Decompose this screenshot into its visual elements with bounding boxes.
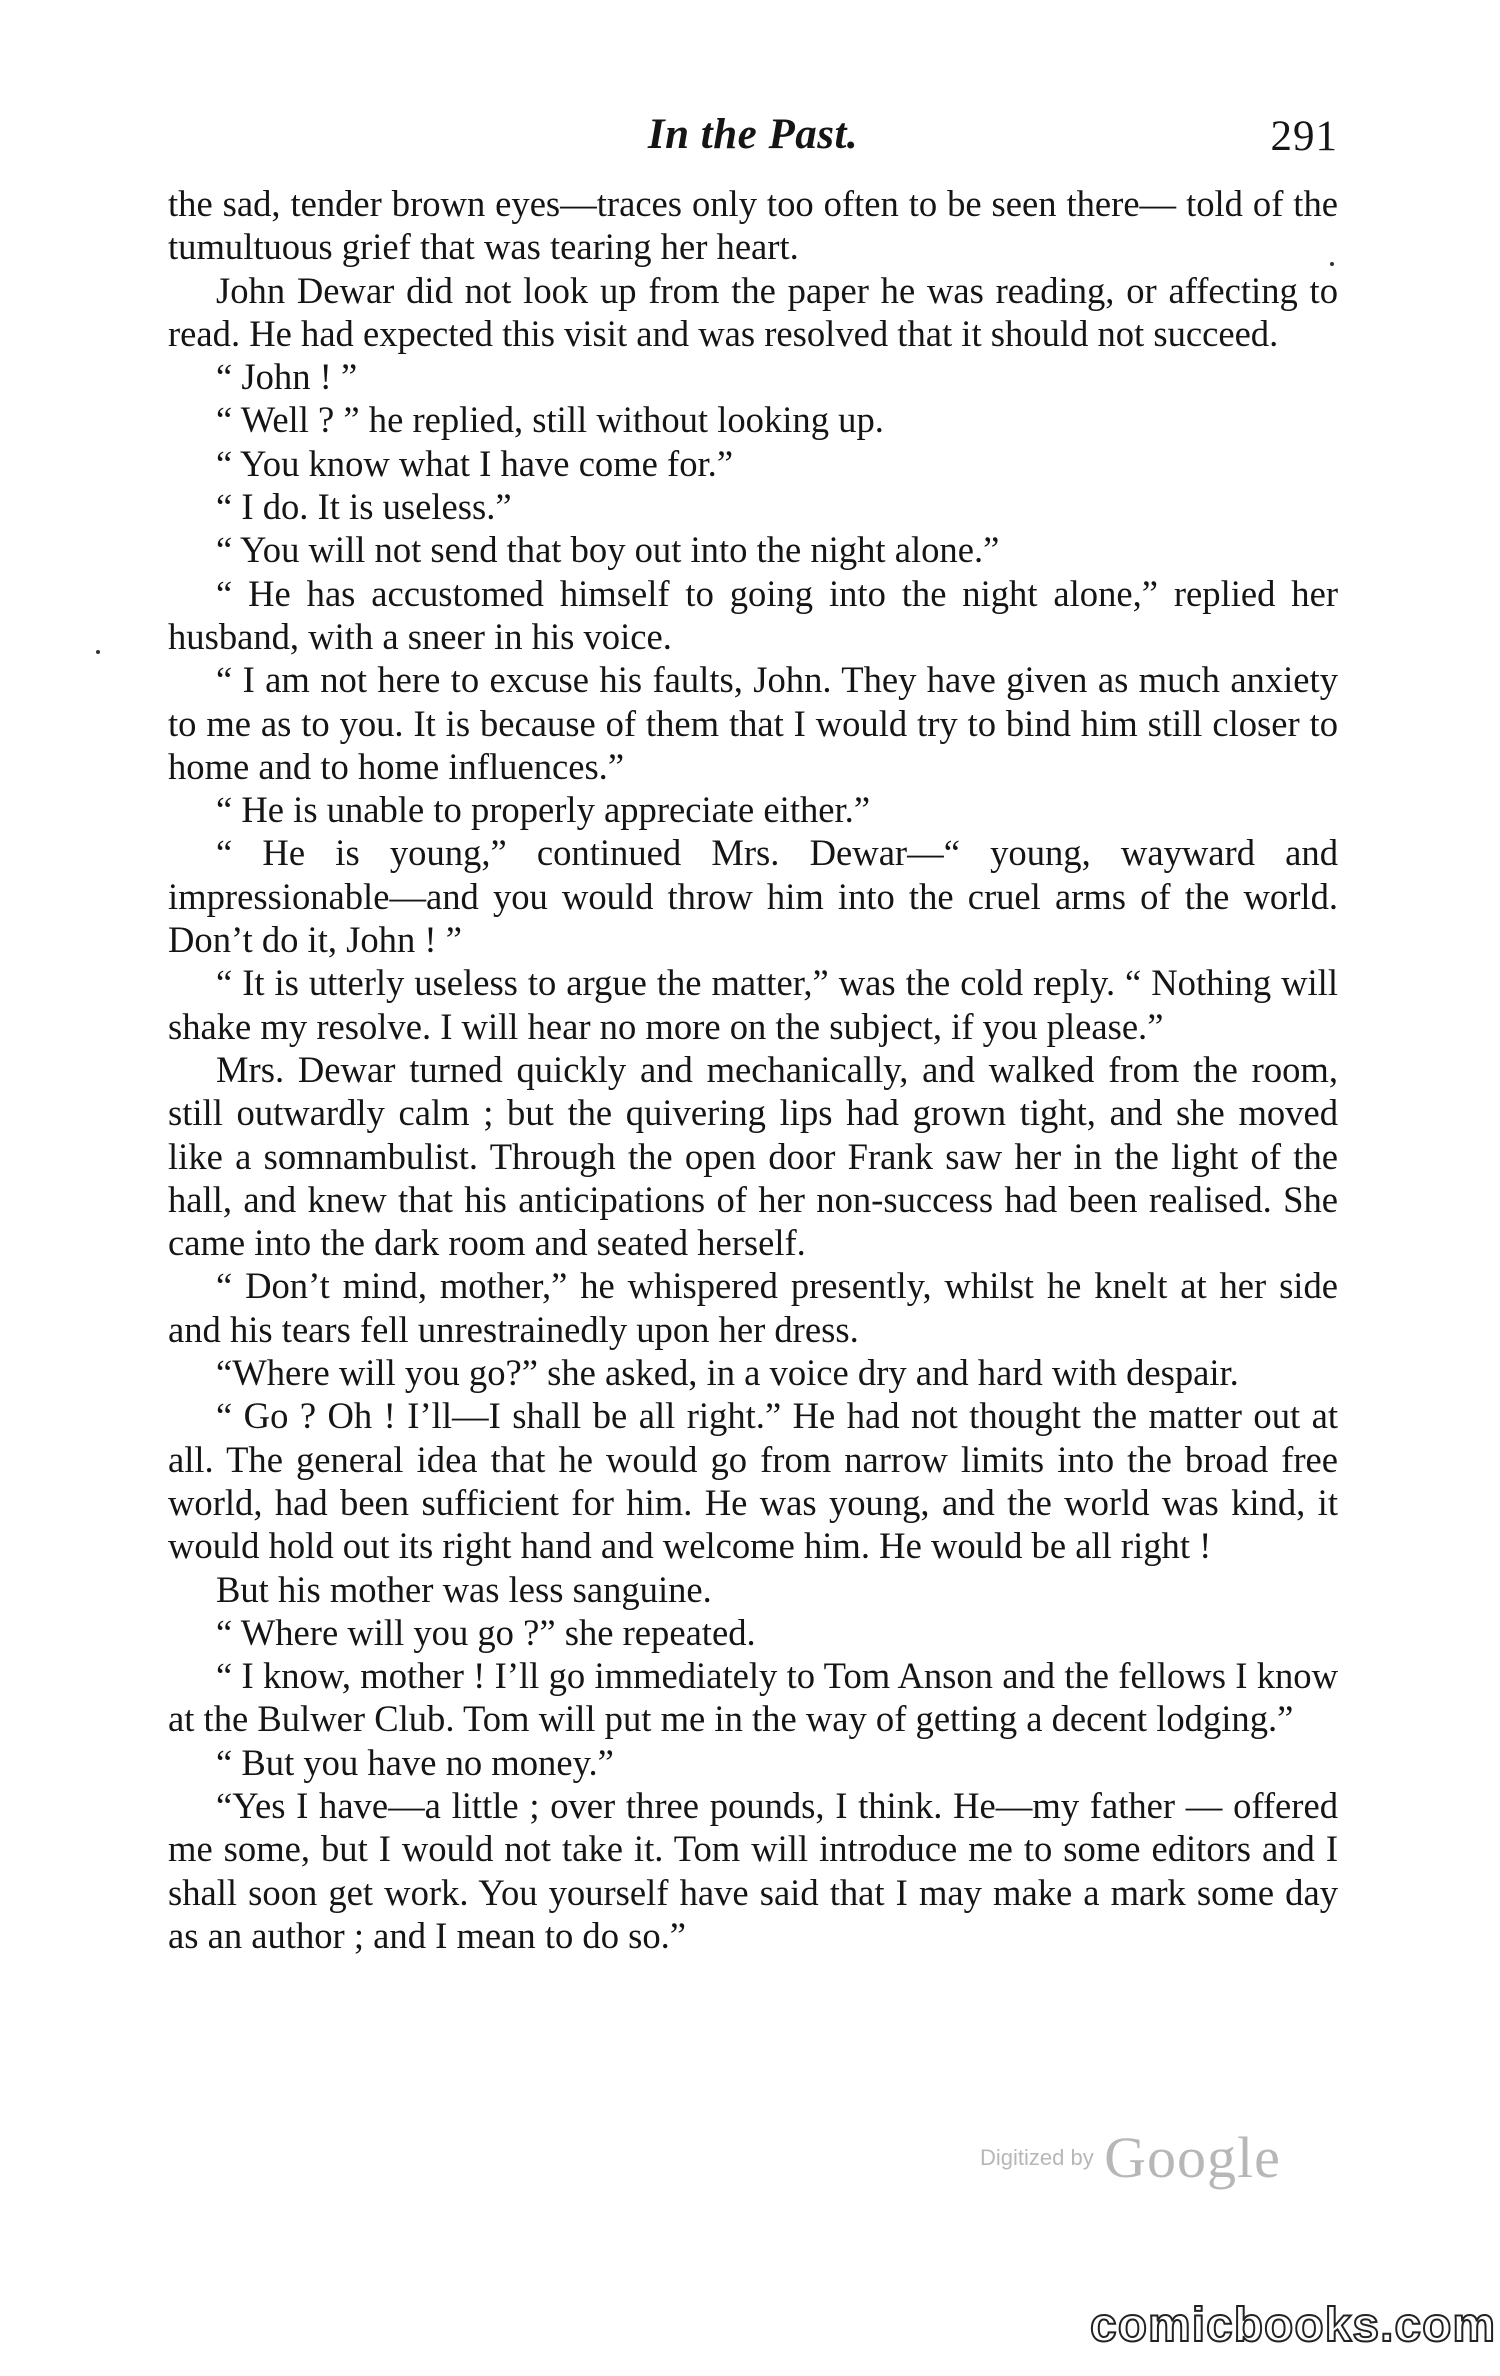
stray-mark: [96, 650, 100, 654]
watermark-prefix: Digitized by: [980, 2144, 1094, 2170]
google-logo: Google: [1104, 2125, 1281, 2190]
paragraph: “ But you have no money.”: [216, 1741, 614, 1783]
paragraph: Mrs. Dewar turned quickly and mechanically, and walked from the room, still outwardly calm ; but the quivering lips had grown tight, and she moved like a somnambulist. Through the open door Frank saw her in the light of the hall, and knew that his anticipations of her non-success had been realised. She came into the dark room and seated herself.: [168, 1048, 1338, 1264]
paragraph: “ He is young,” continued Mrs. Dewar—“ young, wayward and impressionable—and you would throw him into the cruel arms of the world. Don’t do it, John ! ”: [168, 832, 1338, 961]
stray-mark: [1330, 262, 1334, 266]
paragraph: “ Well ? ” he replied, still without looking up.: [216, 399, 884, 441]
paragraph: “ I know, mother ! I’ll go immediately to Tom Anson and the fellows I know at the Bulwer Club. Tom will put me in the way of getting a decent lodging.”: [168, 1655, 1338, 1740]
running-title: In the Past.: [647, 111, 859, 158]
paragraph: “ It is utterly useless to argue the matter,” was the cold reply. “ Nothing will shake my resolve. I will hear no more on the subject, if you please.”: [168, 962, 1338, 1047]
paragraph: “ John ! ”: [216, 356, 358, 398]
paragraph: “ He is unable to properly appreciate either.”: [216, 789, 871, 831]
running-header: [168, 110, 1338, 182]
paragraph: “ Where will you go ?” she repeated.: [216, 1611, 756, 1653]
paragraph: “ You know what I have come for.”: [216, 442, 734, 484]
paragraph: the sad, tender brown eyes—traces only too often to be seen there— told of the tumultuous grief that was tearing her heart.: [168, 183, 1338, 268]
paragraph: But his mother was less sanguine.: [216, 1568, 712, 1610]
paragraph: “ I do. It is useless.”: [216, 486, 512, 528]
paragraph: “ I am not here to excuse his faults, John. They have given as much anxiety to me as to you. It is because of them that I would try to bind him still closer to home and to home influences.”: [168, 659, 1338, 787]
page-number: 291: [1270, 113, 1338, 160]
site-watermark-text: comicbooks.com: [1090, 2299, 1497, 2352]
site-watermark: [1090, 2298, 1500, 2353]
paragraph: “Where will you go?” she asked, in a voice dry and hard with despair.: [216, 1352, 1239, 1394]
paragraph: “ Go ? Oh ! I’ll—I shall be all right.” He had not thought the matter out at all. The general idea that he would go from narrow limits into the broad free world, had been sufficient for him. He was young, and the world was kind, it would hold out its right hand and welcome him. He would be all right !: [168, 1395, 1338, 1567]
paragraph: “ He has accustomed himself to going into the night alone,” replied her husband, with a sneer in his voice.: [168, 572, 1338, 657]
body-text: [168, 182, 1338, 1957]
paragraph: “Yes I have—a little ; over three pounds, I think. He—my father — offered me some, but I would not take it. Tom will introduce me to some editors and I shall soon get work. You yourself have said that I may make a mark some day as an author ; and I mean to do so.”: [168, 1784, 1338, 1956]
paragraph: “ You will not send that boy out into the night alone.”: [216, 529, 1000, 571]
book-page: [168, 110, 1338, 2290]
digitized-watermark: [980, 2124, 1281, 2191]
paragraph: “ Don’t mind, mother,” he whispered presently, whilst he knelt at her side and his tears fell unrestrainedly upon her dress.: [168, 1265, 1338, 1350]
paragraph: John Dewar did not look up from the paper he was reading, or affecting to read. He had expected this visit and was resolved that it should not succeed.: [168, 269, 1338, 354]
